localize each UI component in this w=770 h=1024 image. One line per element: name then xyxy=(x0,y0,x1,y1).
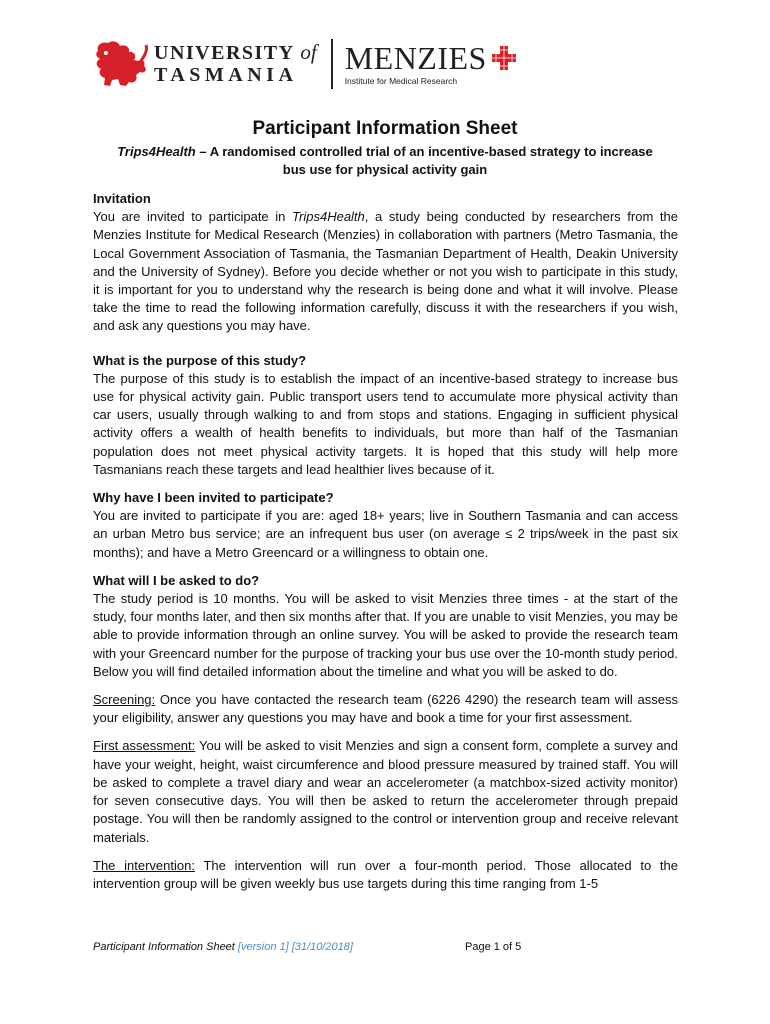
menzies-name: MENZIES xyxy=(344,40,487,76)
invited-text: You are invited to participate if you are: aged 18+ years; live in Southern Tasmania and can access an urban Metro bus service; are an infrequent bus user (on average ≤ 2 trips/week in the past six months); and have a Metro Greencard or a willingness to obtain one. xyxy=(93,508,678,560)
footer-doc-info xyxy=(93,941,353,953)
menzies-subtitle: Institute for Medical Research xyxy=(344,76,458,86)
invited-heading: Why have I been invited to participate? xyxy=(93,490,334,506)
header-logos xyxy=(92,38,517,90)
section-screening xyxy=(93,691,678,727)
footer-page-number: Page 1 of 5 xyxy=(465,941,522,953)
uni-name: UNIVERSITY xyxy=(154,42,294,64)
screening-body: Once you have contacted the research team (6226 4290) the research team will assess your eligibility, answer any questions you may have and book a time for your first assessment. xyxy=(93,692,678,726)
invitation-study-name: Trips4Health xyxy=(292,209,365,225)
section-asked xyxy=(93,572,678,681)
lion-crest-icon xyxy=(92,39,150,89)
footer-version: [version 1] [31/10/2018] xyxy=(237,941,353,953)
asked-text: The study period is 10 months. You will be asked to visit Menzies three times - at the start of the study, four months later, and then six months after that. If you are unable to visit Menzies, you may be able to provide information through an online survey. You will be asked to provide the research team with your Greencard number for the purpose of tracking your bus use over the 10-month study period. Below you will find detailed information about the timeline and what you will be asked to do. xyxy=(93,591,678,679)
uni-of: of xyxy=(300,40,317,64)
logo-divider xyxy=(331,39,333,89)
invitation-heading: Invitation xyxy=(93,191,151,206)
section-invited xyxy=(93,489,678,562)
invitation-text-before: You are invited to participate in xyxy=(93,209,293,225)
subtitle-text: – A randomised controlled trial of an incentive-based strategy to increase bus use for physical activity gain xyxy=(195,144,653,177)
purpose-heading: What is the purpose of this study? xyxy=(93,352,307,368)
screening-label: Screening: xyxy=(93,692,156,708)
subtitle-study-name: Trips4Health xyxy=(117,144,196,159)
menzies-logo xyxy=(345,42,517,86)
invitation-text-after: , a study being conducted by researchers from the Menzies Institute for Medical Research (Menzies) in collaboration with partners (Metro Tasmania, the Local Government Association of Tasmania, the Tasmanian Department of Health, Deakin University and the University of Sydney). Before you decide whether or not you wish to participate in this study, it is important for you to understand why the research is being done and what it will involve. Please take the time to read the following information carefully, discuss it with the researchers if you wish, and ask any questions you may have. xyxy=(93,209,678,334)
invitation-text xyxy=(93,208,678,335)
uni-tasmania: TASMANIA xyxy=(154,64,298,86)
intervention-text xyxy=(93,857,678,893)
section-intervention xyxy=(93,857,678,893)
purpose-text: The purpose of this study is to establish the impact of an incentive-based strategy to increase bus use for physical activity gain. Public transport users tend to accumulate more physical activity than car users, usually through walking to and from stops and stations. Engaging in sufficient physical activity offers a wealth of health benefits to individuals, but more than half of the Tasmanian population does not meet physical activity targets. It is hoped that this study will help more Tasmanians reach these targets and lead healthier lives because of it. xyxy=(93,370,678,477)
screening-text xyxy=(93,691,678,727)
document-body xyxy=(93,190,678,903)
footer-doc-name: Participant Information Sheet xyxy=(93,941,238,953)
first-assessment-text xyxy=(93,737,678,846)
page-subtitle xyxy=(110,143,660,179)
first-assessment-body: You will be asked to visit Menzies and sign a consent form, complete a survey and have your weight, height, waist circumference and blood pressure measured by trained staff. You will be asked to complete a travel diary and wear an accelerometer (a matchbox-sized activity monitor) for seven consecutive days. You will then be asked to return the accelerometer through prepaid postage. You will then be randomly assigned to the control or intervention group and receive relevant materials. xyxy=(93,738,678,845)
asked-heading: What will I be asked to do? xyxy=(93,572,260,588)
section-first-assessment xyxy=(93,737,678,846)
first-assessment-label: First assessment: xyxy=(93,738,196,754)
university-wordmark xyxy=(154,42,317,86)
page-title: Participant Information Sheet xyxy=(252,118,518,139)
intervention-label: The intervention: xyxy=(93,857,195,873)
intervention-body: The intervention will run over a four-month period. Those allocated to the intervention group will be given weekly bus use targets during this time ranging from 1-5 xyxy=(93,857,678,891)
red-cross-icon xyxy=(491,45,517,71)
section-invitation xyxy=(93,190,678,336)
section-purpose xyxy=(93,352,678,479)
